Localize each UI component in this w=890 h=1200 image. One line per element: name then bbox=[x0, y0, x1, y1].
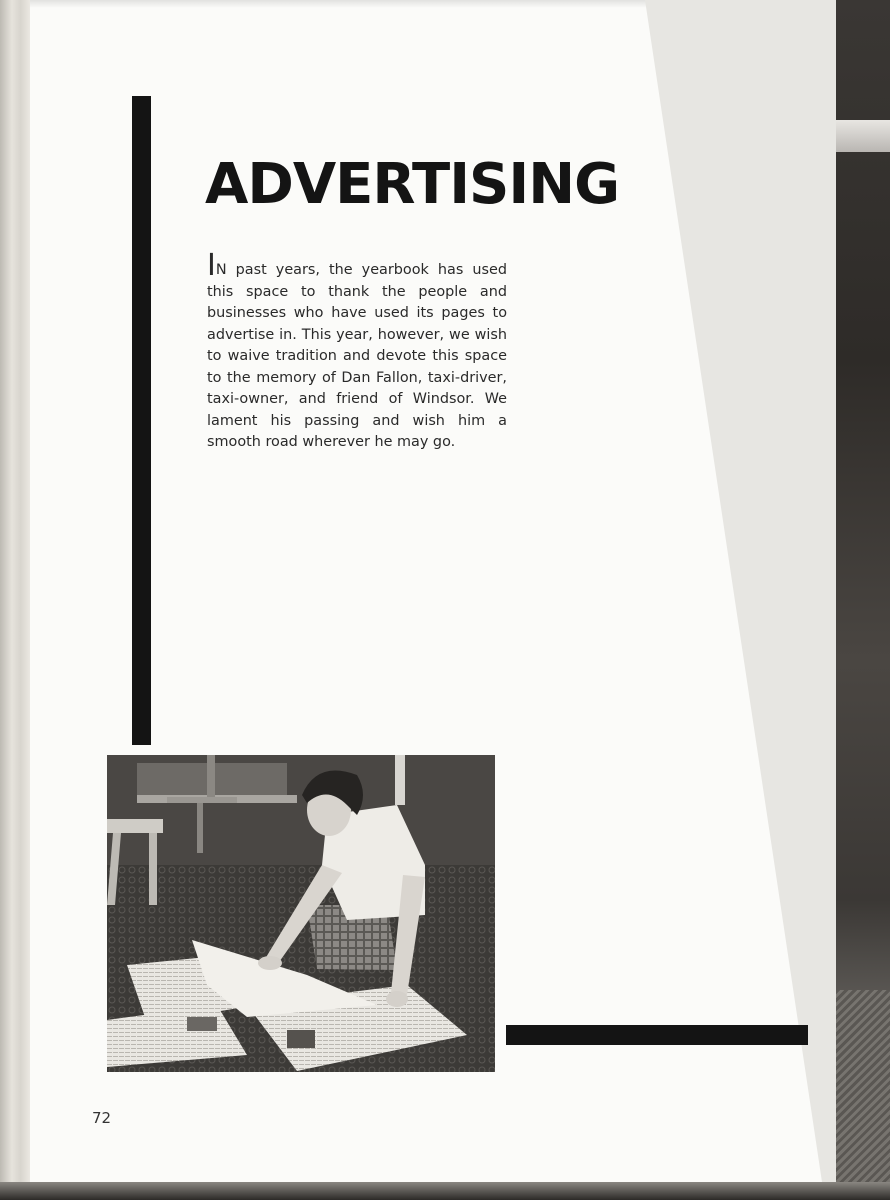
drop-cap: I bbox=[207, 248, 216, 283]
photo-illustration bbox=[107, 755, 495, 1072]
bottom-binding bbox=[0, 1182, 890, 1200]
grey-wedge-shape bbox=[645, 0, 836, 1182]
adjacent-page-strip bbox=[836, 0, 890, 1200]
body-paragraph: N past years, the yearbook has used this space to thank the people and businesses who have used its pages to advertise in. This year, however, we wish to waive tradition and devote this space to the memory of Dan Fallon, taxi-driver, taxi-owner, and friend of Windsor. We lament his passing and wish him a smooth road wherever he may go. bbox=[207, 262, 507, 450]
vertical-black-bar bbox=[132, 96, 151, 745]
page-number: 72 bbox=[92, 1109, 112, 1127]
page-title: ADVERTISING bbox=[205, 152, 620, 217]
horizontal-black-bar bbox=[506, 1025, 808, 1045]
body-text-block bbox=[207, 248, 507, 454]
adjacent-page-floor bbox=[836, 990, 890, 1200]
photograph bbox=[107, 755, 495, 1072]
adjacent-page-shelf bbox=[836, 120, 890, 152]
